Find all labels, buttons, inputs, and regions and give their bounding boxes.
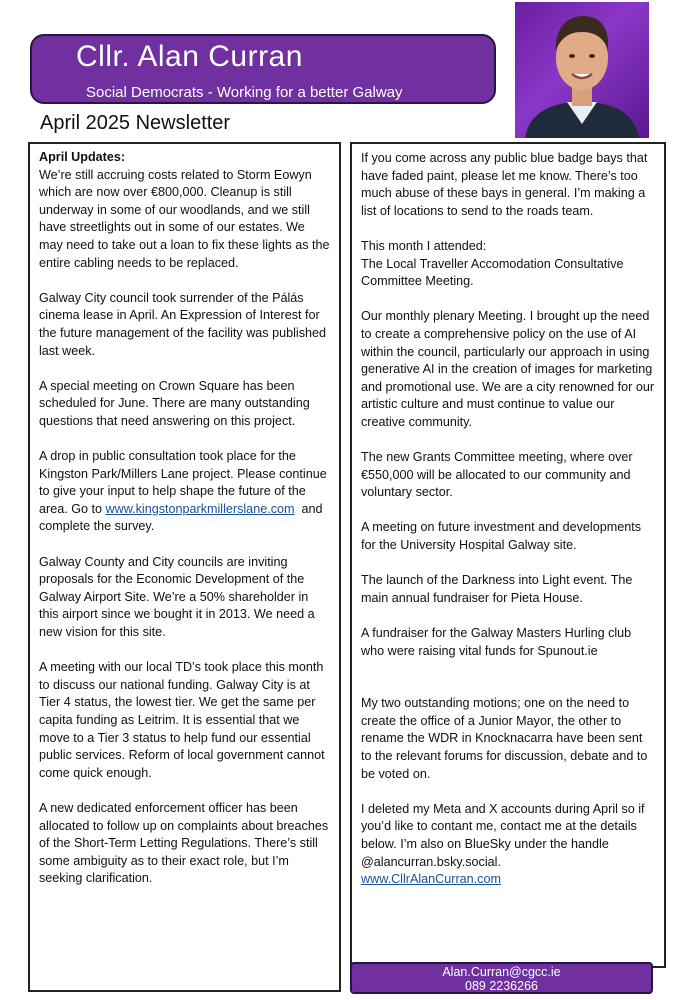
masters-hurling: A fundraiser for the Galway Masters Hurling club who were raising vital funds for Spunout.ie (361, 626, 632, 658)
update-enforcement-officer: A new dedicated enforcement officer has been allocated to follow up on complaints about breaches of the Short-Term Letting Regulations. There’s still some ambiguity as to their exact role, but I’m seeking clarification. (39, 800, 329, 886)
april-updates-heading: April Updates: (39, 150, 126, 164)
update-storm-text: We’re still accruing costs related to Storm Eowyn which are now over €800,000. Cleanup is still underway in some of our woodlands, and we still have streetlights out in some of our estates. We may need to take out a loan to fix these lights as the entire cabling needs to be replaced. (39, 167, 330, 270)
blue-badge-bays: If you come across any public blue badge bays that have faded paint, please let me know. There’s too much abuse of these bays in general. I’m making a list of locations to send to the roads team. (361, 151, 648, 218)
attended-section (361, 238, 656, 291)
april-updates-column (28, 142, 341, 992)
contact-email[interactable]: Alan.Curran@cgcc.ie (442, 965, 561, 979)
attended-heading: This month I attended: (361, 238, 487, 253)
activities-column (350, 142, 666, 968)
university-hospital: A meeting on future investment and developments for the University Hospital Galway site. (361, 520, 642, 553)
outstanding-motions: My two outstanding motions; one on the need to create the office of a Junior Mayor, the other to rename the WDR in Knocknacarra have been sent to the relevant forums for discussion, debate and to be voted on. (361, 696, 648, 781)
newsletter-title: April 2025 Newsletter (40, 112, 231, 134)
social-media-text: I deleted my Meta and X accounts during April so if you’d like to contant me, contact me at the details below. I’m also on BlueSky under the handle @alancurran.bsky.social. (361, 801, 645, 869)
update-crown-square: A special meeting on Crown Square has been scheduled for June. There are many outstanding questions that need answering on this project. (39, 378, 310, 428)
update-storm-eowyn (39, 149, 331, 272)
portrait-illustration (515, 2, 649, 138)
plenary-meeting: Our monthly plenary Meeting. I brought up the need to create a comprehensive policy on the use of AI within the council, particularly our approach in using generative AI in the creation of images for marketing and promotional use. We are a city renowned for our artistic culture and must continue to value our creative community. (361, 309, 655, 429)
update-national-funding: A meeting with our local TD’s took place this month to discuss our national funding. Galway City is at Tier 4 status, the lowest tier. We get the same per capita funding as Leitrim. It is essential that we move to a Tier 3 status to help fund our essential public services. Reform of local government cannot come quick enough. (39, 660, 325, 780)
party-tagline: Social Democrats - Working for a better Galway (86, 84, 403, 101)
contact-phone: 089 2236266 (465, 979, 538, 993)
grants-committee: The new Grants Committee meeting, where over €550,000 will be allocated to our community and voluntary sector. (361, 450, 633, 500)
consultation-link[interactable]: www.kingstonparkmillerslane.com (105, 501, 295, 516)
contact-box (350, 962, 653, 994)
update-palas-cinema: Galway City council took surrender of the Pálás cinema lease in April. An Expression of Interest for the future management of the facility was published last week. (39, 290, 327, 358)
traveller-committee: The Local Traveller Accomodation Consultative Committee Meeting. (361, 256, 624, 289)
kingston-park-text: A drop in public consultation took place for the Kingston Park/Millers Lane project. Please continue to give your input to help shape the future of the area. Go to (39, 449, 327, 516)
update-kingston-park (39, 448, 331, 536)
website-link[interactable]: www.CllrAlanCurran.com (361, 872, 501, 887)
councillor-name: Cllr. Alan Curran (76, 40, 303, 73)
kingston-park-survey-text: and complete the survey. (39, 501, 323, 534)
councillor-portrait (515, 2, 649, 138)
header-banner (30, 34, 496, 104)
social-media-note (361, 801, 656, 889)
update-galway-airport: Galway County and City councils are inviting proposals for the Economic Development of the Galway Airport Site. We’re a 50% shareholder in this airport since we bought it in 2013. We need a new vision for this site. (39, 554, 315, 640)
darkness-into-light: The launch of the Darkness into Light event. The main annual fundraiser for Pieta House. (361, 573, 633, 605)
